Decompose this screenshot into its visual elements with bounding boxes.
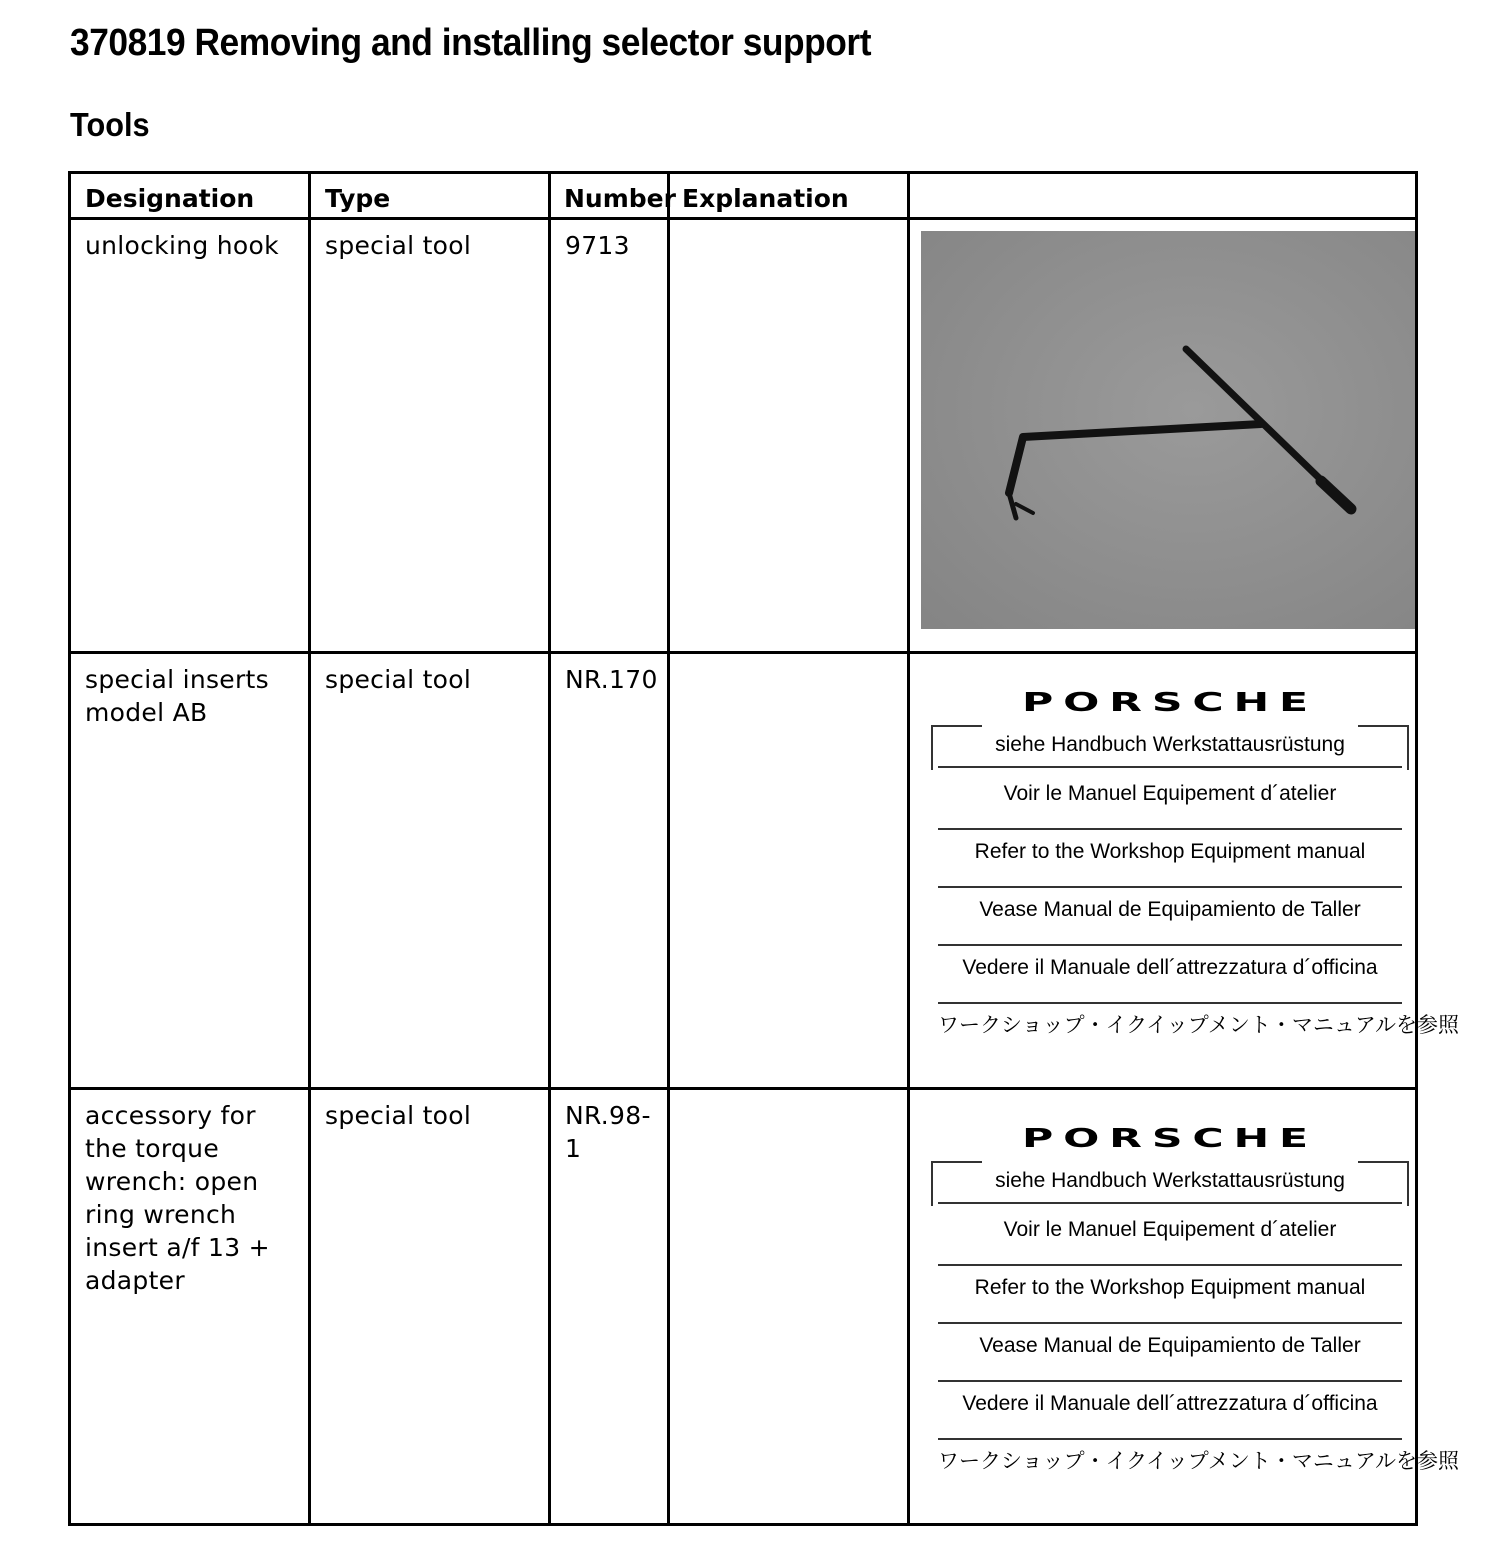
table-header-row xyxy=(70,173,1417,219)
cell-number: 9713 xyxy=(550,219,669,653)
cell-designation: accessory for the torque wrench: open ring wrench insert a/f 13 + adapter xyxy=(70,1089,310,1525)
reference-line-es: Vease Manual de Equipamiento de Taller xyxy=(938,1324,1402,1382)
header-image xyxy=(909,173,1417,219)
porsche-reference-panel xyxy=(930,690,1460,1062)
porsche-reference-panel xyxy=(930,1126,1460,1498)
cell-number: NR.98-1 xyxy=(550,1089,669,1525)
section-title: Tools xyxy=(70,106,150,143)
reference-line xyxy=(930,1160,1410,1208)
reference-line-fr: Voir le Manuel Equipement d´atelier xyxy=(938,772,1402,830)
cell-image xyxy=(909,1089,1460,1525)
cell-image xyxy=(909,219,1417,653)
reference-line-en: Refer to the Workshop Equipment manual xyxy=(938,830,1402,888)
reference-line-es: Vease Manual de Equipamiento de Taller xyxy=(938,888,1402,946)
reference-line xyxy=(930,724,1410,772)
cell-number: NR.170 xyxy=(550,653,669,1089)
table-row xyxy=(70,1089,1417,1525)
porsche-logo-text: PORSCHE xyxy=(1022,1126,1318,1150)
porsche-logo xyxy=(1020,1126,1320,1150)
reference-line-it: Vedere il Manuale dell´attrezzatura d´officina xyxy=(938,946,1402,1004)
header-explanation: Explanation xyxy=(669,173,909,219)
reference-line-ja: ワークショップ・イクイップメント・マニュアルを参照 xyxy=(938,1014,1460,1037)
cell-designation: special inserts model AB xyxy=(70,653,310,1089)
cell-type: special tool xyxy=(310,1089,550,1525)
unlocking-hook-photo xyxy=(921,231,1415,629)
page-title: 370819 Removing and installing selector support xyxy=(70,22,872,64)
reference-line-de: siehe Handbuch Werkstattausrüstung xyxy=(938,724,1402,768)
reference-line-ja: ワークショップ・イクイップメント・マニュアルを参照 xyxy=(938,1450,1460,1473)
cell-designation: unlocking hook xyxy=(70,219,310,653)
porsche-logo xyxy=(1020,690,1320,714)
header-number: Number xyxy=(550,173,669,219)
cell-explanation xyxy=(669,1089,909,1525)
porsche-logo-text: PORSCHE xyxy=(1022,690,1318,714)
tools-table xyxy=(68,171,1460,1526)
header-type: Type xyxy=(310,173,550,219)
table-row xyxy=(70,653,1417,1089)
reference-line-fr: Voir le Manuel Equipement d´atelier xyxy=(938,1208,1402,1266)
cell-image xyxy=(909,653,1460,1089)
cell-type: special tool xyxy=(310,653,550,1089)
table-row xyxy=(70,219,1417,653)
cell-explanation xyxy=(669,653,909,1089)
header-designation: Designation xyxy=(70,173,310,219)
reference-line-en: Refer to the Workshop Equipment manual xyxy=(938,1266,1402,1324)
reference-line-it: Vedere il Manuale dell´attrezzatura d´officina xyxy=(938,1382,1402,1440)
cell-explanation xyxy=(669,219,909,653)
reference-line-de: siehe Handbuch Werkstattausrüstung xyxy=(938,1160,1402,1204)
cell-type: special tool xyxy=(310,219,550,653)
